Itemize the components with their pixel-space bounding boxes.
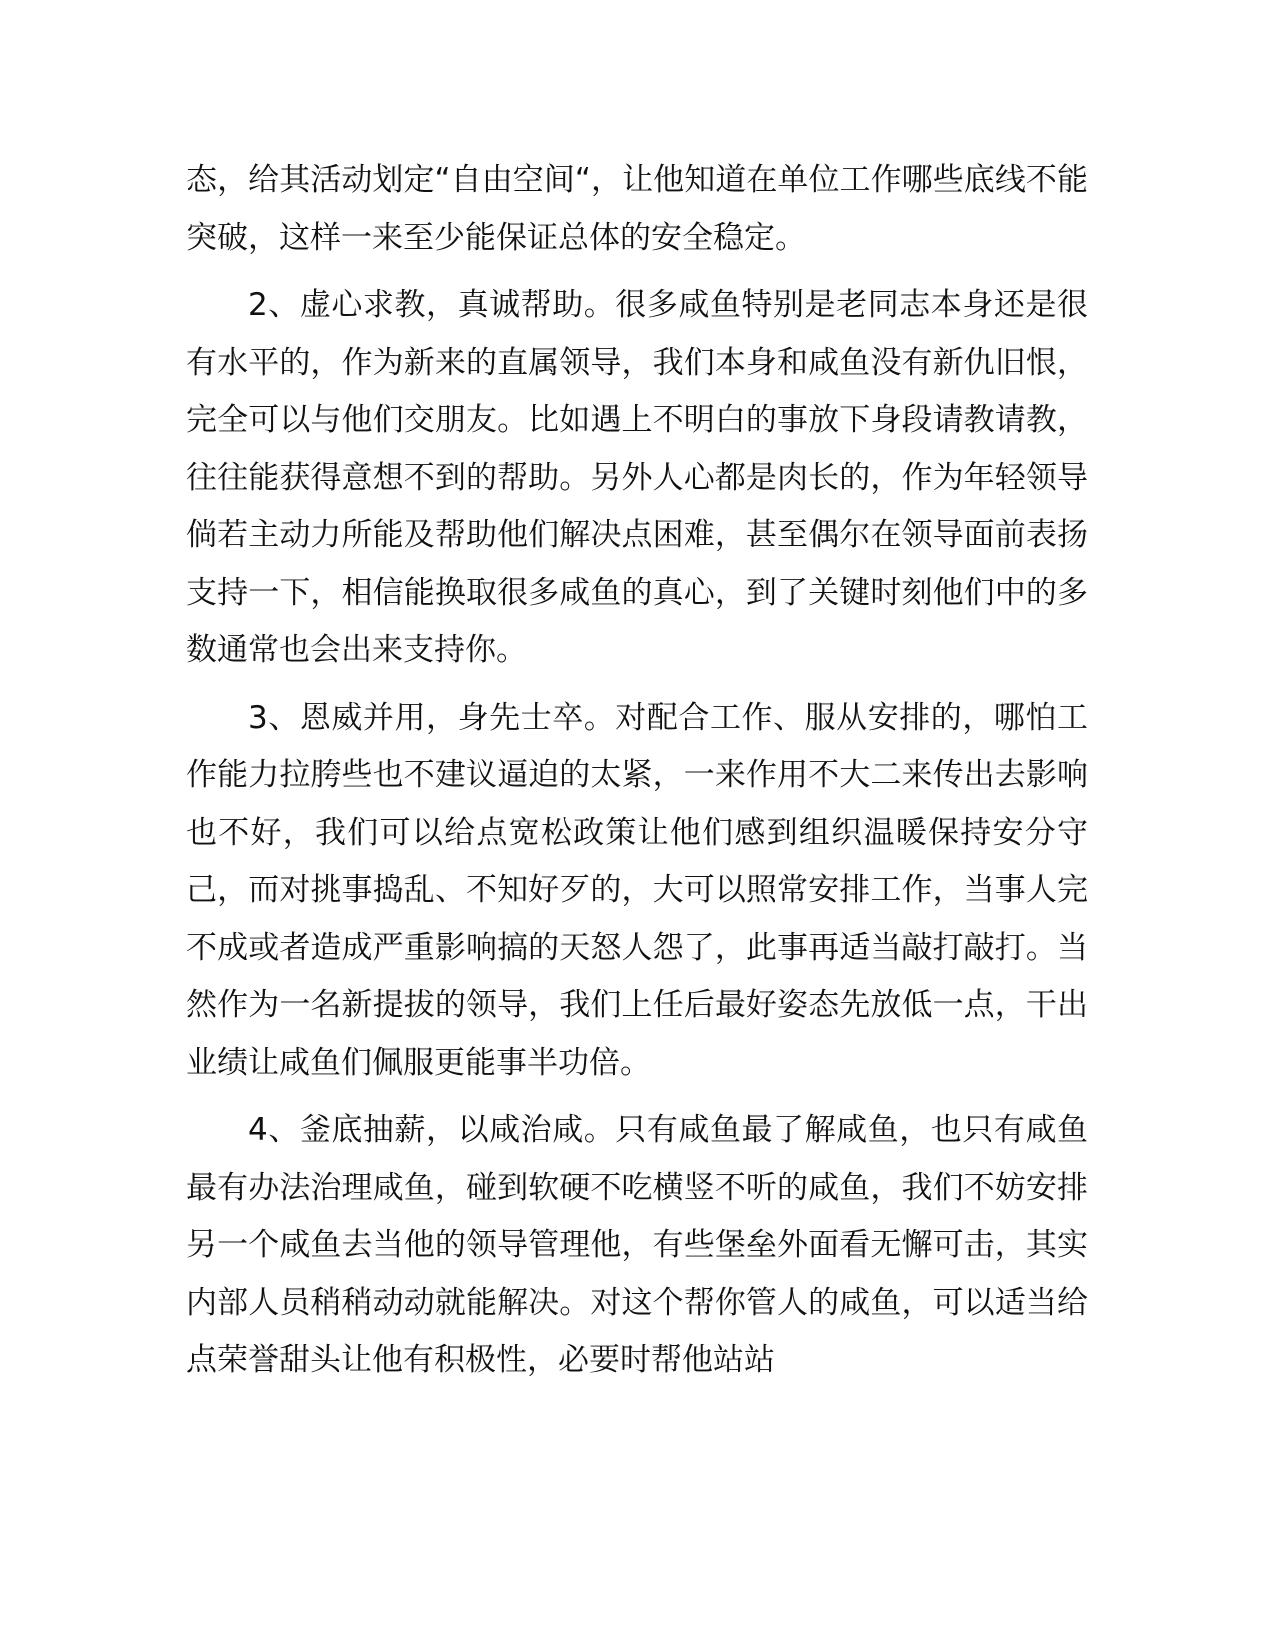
paragraph-item-3: 3、恩威并用，身先士卒。对配合工作、服从安排的，哪怕工作能力拉胯些也不建议逼迫的太紧，一来作用不大二来传出去影响也不好，我们可以给点宽松政策让他们感到组织温暖保持安分守己，而对挑事捣乱、不知好歹的，大可以照常安排工作，当事人完不成或者造成严重影响搞的天怒人怨了，此事再适当敲打敲打。当然作为一名新提拔的领导，我们上任后最好姿态先放低一点，干出业绩让咸鱼们佩服更能事半功倍。 (186, 699, 1088, 1081)
paragraph-item-4: 4、釜底抽薪，以咸治咸。只有咸鱼最了解咸鱼，也只有咸鱼最有办法治理咸鱼，碰到软硬不吃横竖不听的咸鱼，我们不妨安排另一个咸鱼去当他的领导管理他，有些堡垒外面看无懈可击，其实内部人员稍稍动动就能解决。对这个帮你管人的咸鱼，可以适当给点荣誉甜头让他有积极性，必要时帮他站站 (186, 1112, 1088, 1378)
paragraph-item-2: 2、虚心求教，真诚帮助。很多咸鱼特别是老同志本身还是很有水平的，作为新来的直属领导，我们本身和咸鱼没有新仇旧恨，完全可以与他们交朋友。比如遇上不明白的事放下身段请教请教，往往能获得意想不到的帮助。另外人心都是肉长的，作为年轻领导倘若主动力所能及帮助他们解决点困难，甚至偶尔在领导面前表扬支持一下，相信能换取很多咸鱼的真心，到了关键时刻他们中的多数通常也会出来支持你。 (186, 287, 1088, 668)
document-body (186, 152, 1088, 1400)
paragraph-continuation: 态，给其活动划定“自由空间“，让他知道在单位工作哪些底线不能突破，这样一来至少能保证总体的安全稳定。 (186, 162, 1088, 256)
